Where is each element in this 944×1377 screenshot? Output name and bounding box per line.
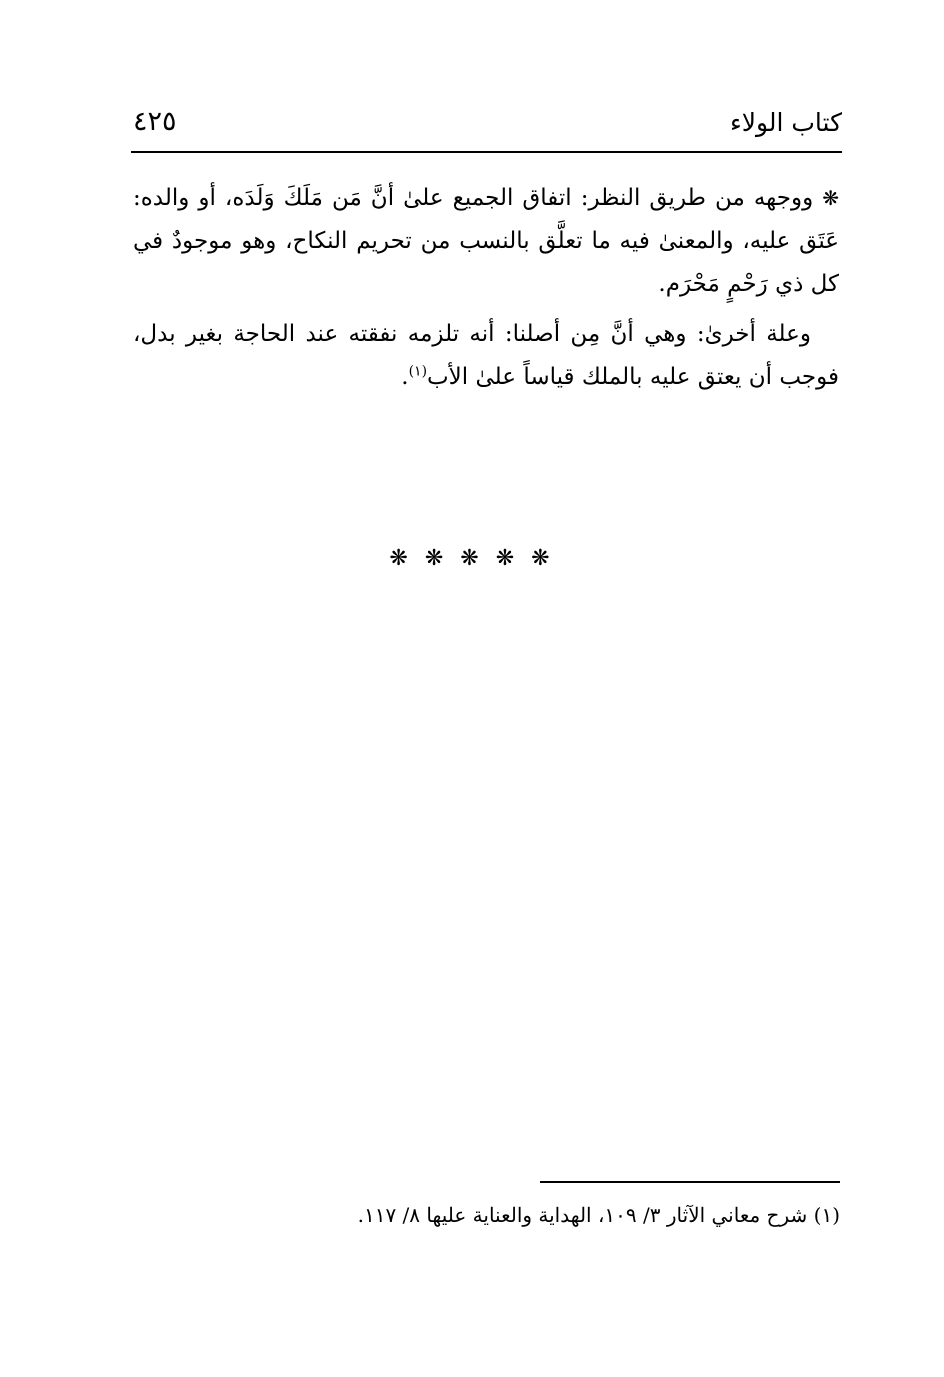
page-number: ٤٢٥: [133, 106, 177, 137]
asterism-marker-icon: ❋: [822, 186, 840, 210]
running-header: [131, 100, 842, 146]
paragraph-2-text: وعلة أخرىٰ: وهي أنَّ مِن أصلنا: أنه تلزمه نفقته عند الحاجة بغير بدل، فوجب أن يعتق عليه بالملك قياساً علىٰ الأب: [133, 321, 839, 390]
paragraph-2: [133, 313, 839, 399]
paragraph-2-end: .: [401, 364, 409, 390]
main-text: [133, 177, 839, 406]
section-end-ornament: ❋ ❋ ❋ ❋ ❋: [389, 546, 555, 571]
paragraph-1-text: ووجهه من طريق النظر: اتفاق الجميع علىٰ أنَّ مَن مَلَكَ وَلَدَه، أو والده: عَتَق عليه، والمعنىٰ فيه ما تعلَّق بالنسب من تحريم النكاح، وهو موجودٌ في كل ذي رَحْمٍ مَحْرَم.: [133, 185, 839, 297]
footnote-1: (١) شرح معاني الآثار ٣/ ١٠٩، الهداية والعناية عليها ٨/ ١١٧.: [357, 1203, 840, 1227]
header-rule: [131, 151, 842, 153]
running-title: كتاب الولاء: [729, 108, 842, 137]
footnote-rule: [540, 1181, 840, 1183]
footnote-reference[interactable]: (١): [408, 363, 428, 380]
paragraph-1: [133, 177, 839, 306]
